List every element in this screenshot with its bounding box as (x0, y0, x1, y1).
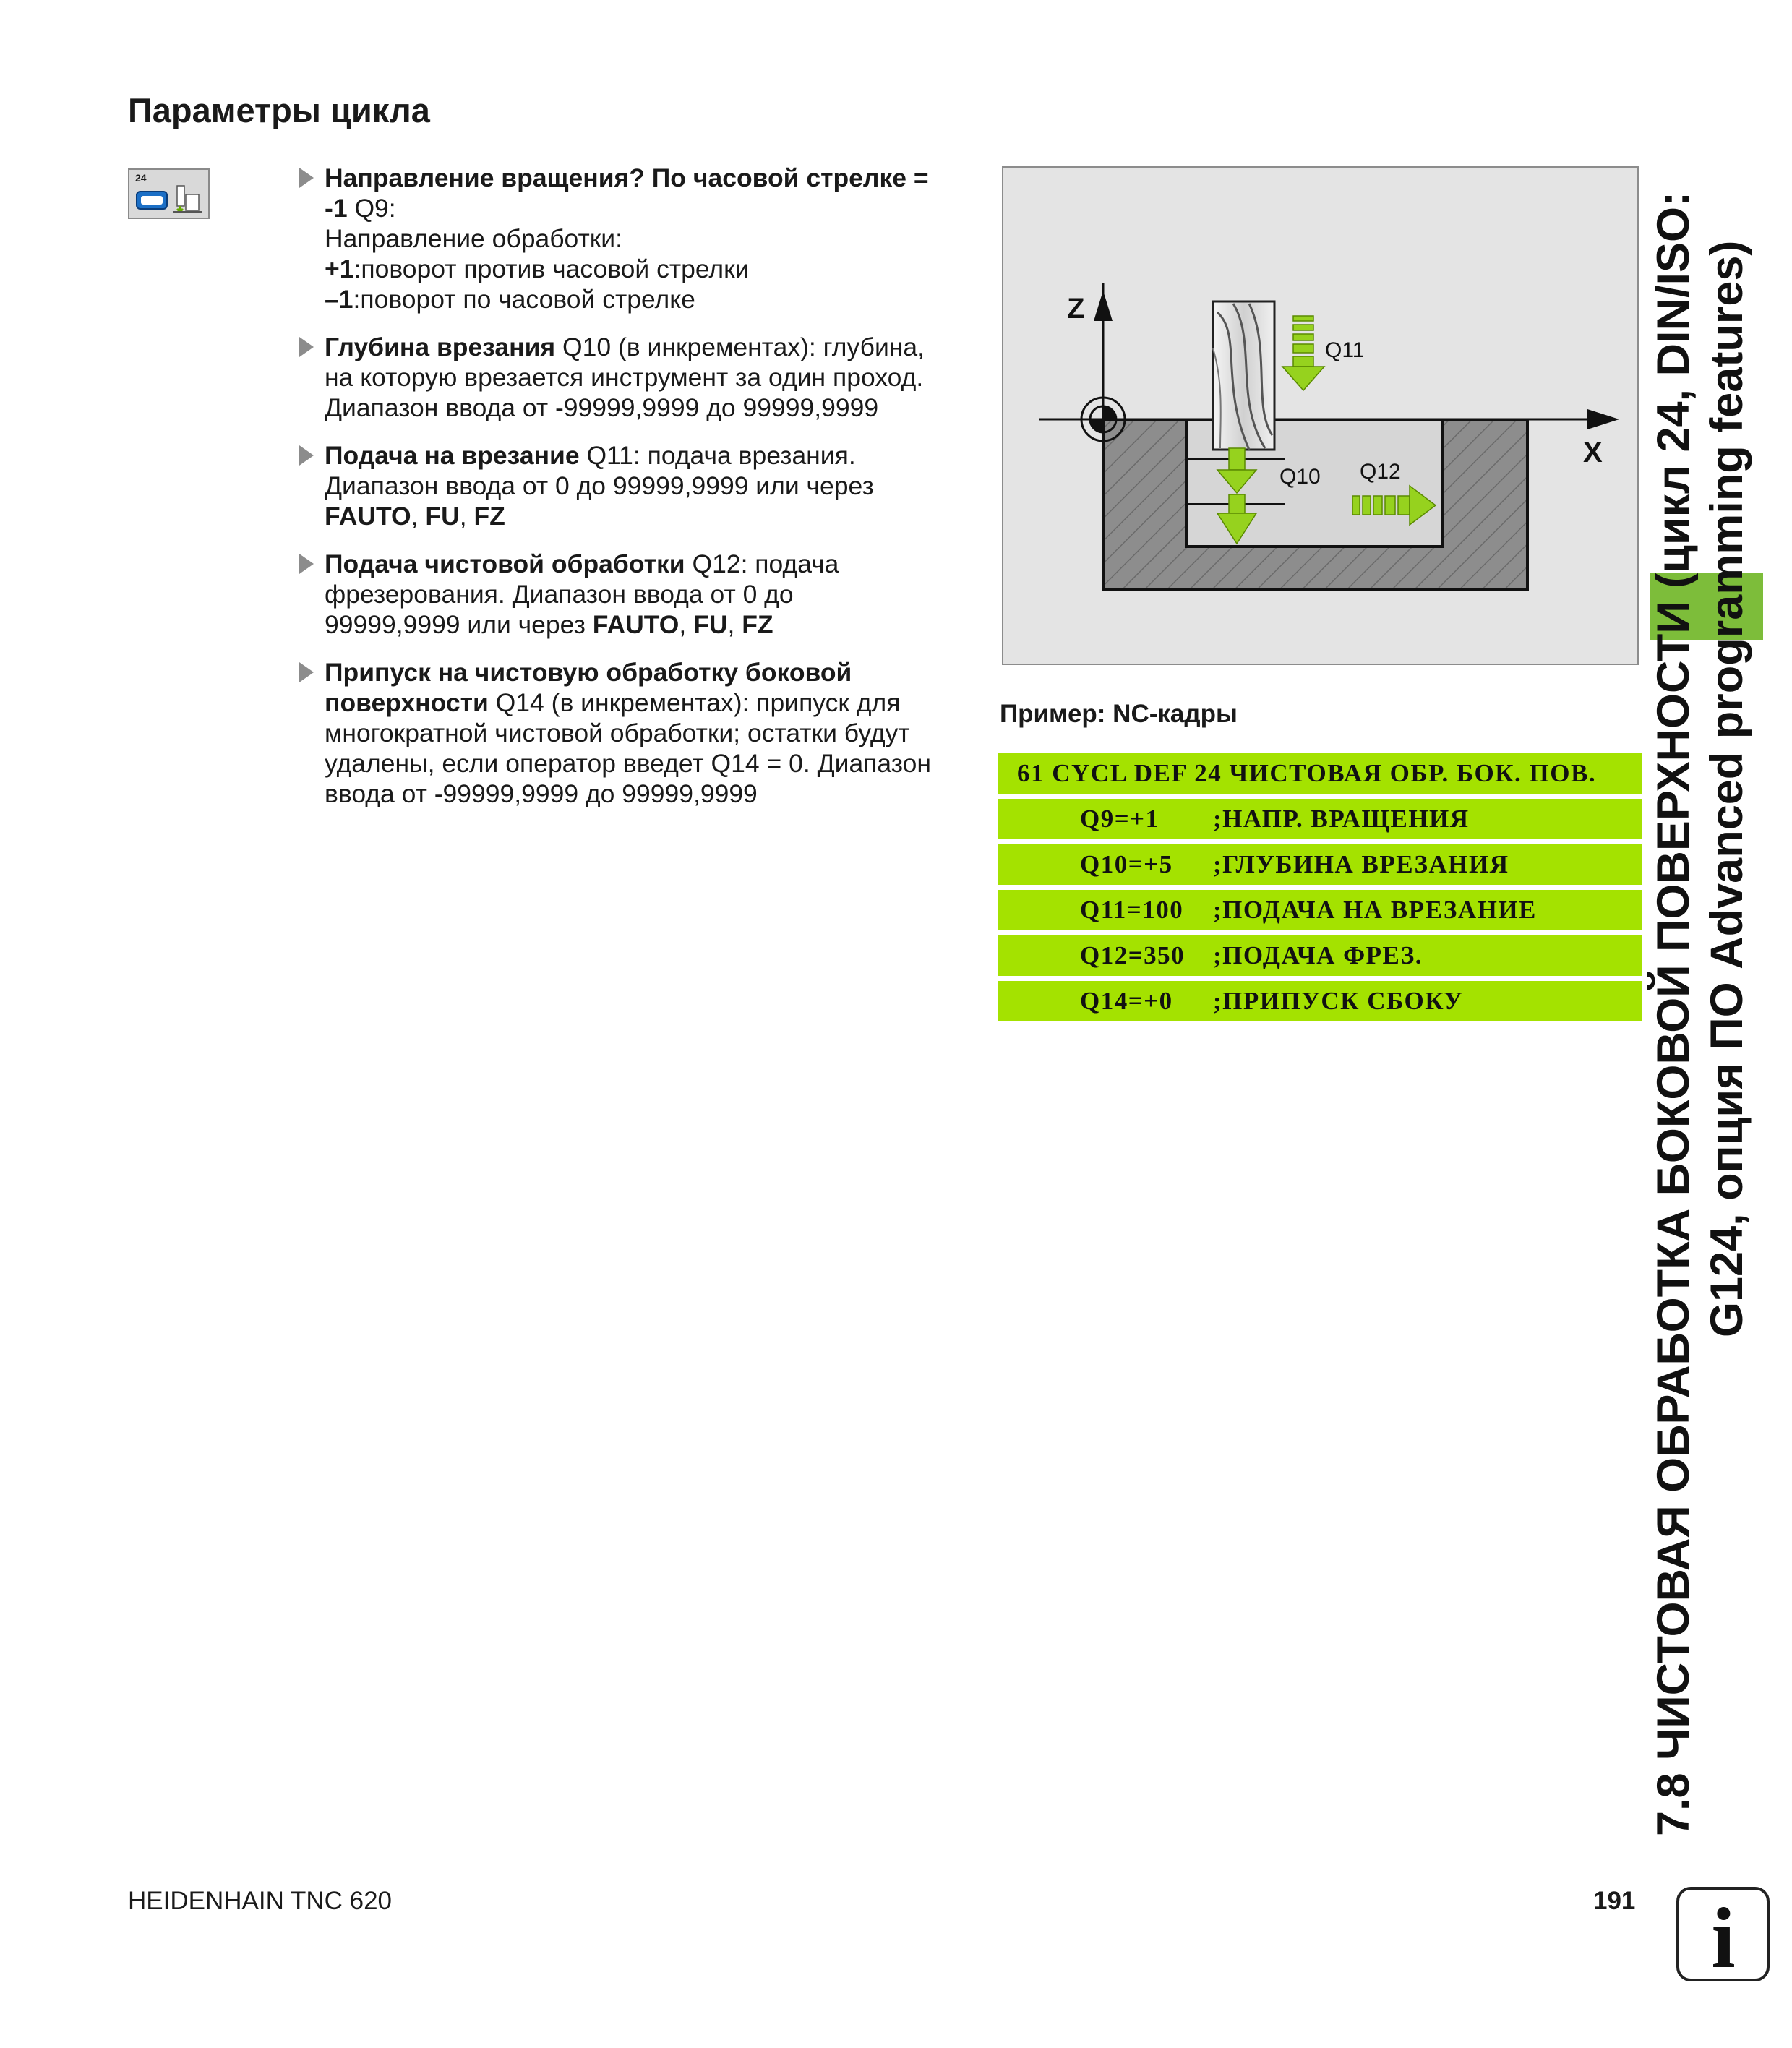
nc-block-table (998, 753, 1642, 1027)
side-title-line-2: G124, опция ПО Advanced programming features) (1702, 240, 1752, 1337)
parameter-line (325, 779, 963, 809)
bullet-arrow-icon (299, 662, 314, 682)
parameter-text: ввода от -99999,9999 до 99999,9999 (325, 779, 758, 808)
parameter-line (325, 163, 963, 193)
parameter-line (325, 501, 963, 531)
parameter-term: Припуск на чистовую обработку боковой (325, 658, 852, 687)
parameter-text: :поворот против часовой стрелки (353, 254, 750, 283)
q11-label: Q11 (1325, 338, 1365, 362)
nc-param: Q10=+5 (1080, 850, 1173, 878)
svg-text:i: i (1711, 1890, 1736, 1982)
parameter-text: 99999,9999 или через (325, 610, 593, 639)
cycle-24-icon[interactable] (128, 168, 210, 219)
parameter-item (298, 332, 963, 423)
side-title-line-1: 7.8 ЧИСТОВАЯ ОБРАБОТКА БОКОВОЙ ПОВЕРХНОСТИ (цикл 24, DIN/ISO: (1648, 191, 1699, 1836)
bullet-arrow-icon (299, 168, 314, 188)
cycle-diagram (1003, 168, 1637, 664)
nc-row (998, 844, 1642, 885)
parameter-line (325, 748, 963, 779)
nc-param: Q14=+0 (1080, 987, 1173, 1015)
nc-comment: ;ПОДАЧА ФРЕЗ. (1213, 941, 1423, 969)
parameter-term: +1 (325, 254, 354, 283)
parameter-line (325, 687, 963, 718)
parameter-term: FZ (473, 502, 505, 531)
z-axis-arrow (1094, 291, 1113, 321)
parameter-term: поверхности (325, 688, 489, 717)
nc-comment: ;ГЛУБИНА ВРЕЗАНИЯ (1213, 850, 1509, 878)
nc-row-cycl-def: 61 CYCL DEF 24 ЧИСТОВАЯ ОБР. БОК. ПОВ. (998, 753, 1642, 794)
section-heading: Параметры цикла (128, 91, 430, 129)
nc-param: Q11=100 (1080, 896, 1184, 924)
parameter-term: Подача чистовой обработки (325, 549, 685, 578)
parameter-line (325, 440, 963, 471)
z-axis-label: Z (1067, 293, 1085, 325)
parameter-text: , (727, 610, 742, 639)
nc-row (998, 799, 1642, 839)
parameter-term: Подача на врезание (325, 441, 580, 470)
parameter-item (298, 440, 963, 531)
parameter-term: FU (693, 610, 728, 639)
parameter-line (325, 362, 963, 393)
parameter-item (298, 163, 963, 314)
q11-arrow (1282, 316, 1324, 390)
parameter-term: FZ (742, 610, 773, 639)
bullet-arrow-icon (299, 337, 314, 357)
parameter-list (298, 163, 963, 826)
example-label: Пример: NC-кадры (1000, 700, 1238, 728)
parameter-term: Направление вращения? По часовой стрелке = (325, 163, 929, 192)
parameter-line (325, 254, 963, 284)
cycle-figure (1002, 166, 1639, 665)
parameter-text: многократной чистовой обработки; остатки будут (325, 719, 910, 747)
nc-param: Q9=+1 (1080, 805, 1159, 833)
nc-comment: ;ПРИПУСК СБОКУ (1213, 987, 1464, 1015)
bullet-arrow-icon (299, 445, 314, 466)
parameter-line (325, 332, 963, 362)
info-icon (1676, 1886, 1770, 1982)
cycle-graphic (129, 170, 208, 218)
parameter-line (325, 579, 963, 609)
parameter-term: Глубина врезания (325, 333, 556, 361)
parameter-term: -1 (325, 194, 348, 223)
parameter-text: Q14 (в инкрементах): припуск для (488, 688, 901, 717)
parameter-line (325, 657, 963, 687)
parameter-line (325, 718, 963, 748)
q10-label: Q10 (1279, 465, 1321, 489)
parameter-text: , (411, 502, 426, 531)
milling-tool (1213, 301, 1274, 450)
parameter-line (325, 193, 963, 223)
q12-label: Q12 (1360, 460, 1401, 484)
nc-param: Q12=350 (1080, 941, 1186, 969)
nc-row (998, 890, 1642, 930)
parameter-term: FAUTO (325, 502, 411, 531)
parameter-text: :поворот по часовой стрелке (353, 285, 695, 314)
parameter-text: на которую врезается инструмент за один проход. (325, 363, 924, 392)
x-axis-arrow (1587, 409, 1619, 429)
bullet-arrow-icon (299, 554, 314, 574)
parameter-text: Q9: (347, 194, 396, 223)
parameter-text: фрезерования. Диапазон ввода от 0 до (325, 580, 794, 609)
parameter-term: FU (425, 502, 460, 531)
parameter-text: Q10 (в инкрементах): глубина, (555, 333, 925, 361)
parameter-line (325, 609, 963, 640)
parameter-line (325, 471, 963, 501)
parameter-text: Диапазон ввода от 0 до 99999,9999 или через (325, 471, 874, 500)
parameter-line (325, 393, 963, 423)
parameter-term: –1 (325, 285, 353, 314)
parameter-line (325, 284, 963, 314)
parameter-text: Направление обработки: (325, 224, 622, 253)
parameter-text: , (459, 502, 474, 531)
footer-product: HEIDENHAIN TNC 620 (128, 1887, 393, 1915)
nc-comment: ;ПОДАЧА НА ВРЕЗАНИЕ (1213, 896, 1537, 924)
nc-row (998, 935, 1642, 976)
chapter-side-title (1647, 101, 1754, 1836)
parameter-term: FAUTO (592, 610, 679, 639)
parameter-text: Q11: подача врезания. (579, 441, 856, 470)
parameter-line (325, 549, 963, 579)
nc-comment: ;НАПР. ВРАЩЕНИЯ (1213, 805, 1470, 833)
nc-row (998, 981, 1642, 1021)
page-number: 191 (1593, 1887, 1636, 1915)
x-axis-label: X (1583, 437, 1603, 468)
parameter-item (298, 549, 963, 640)
parameter-text: Диапазон ввода от -99999,9999 до 99999,9999 (325, 393, 879, 422)
parameter-item (298, 657, 963, 809)
cycle-number: 24 (135, 172, 147, 184)
parameter-line (325, 223, 963, 254)
parameter-text: удалены, если оператор введет Q14 = 0. Диапазон (325, 749, 931, 778)
parameter-text: , (679, 610, 694, 639)
parameter-text: Q12: подача (685, 549, 839, 578)
